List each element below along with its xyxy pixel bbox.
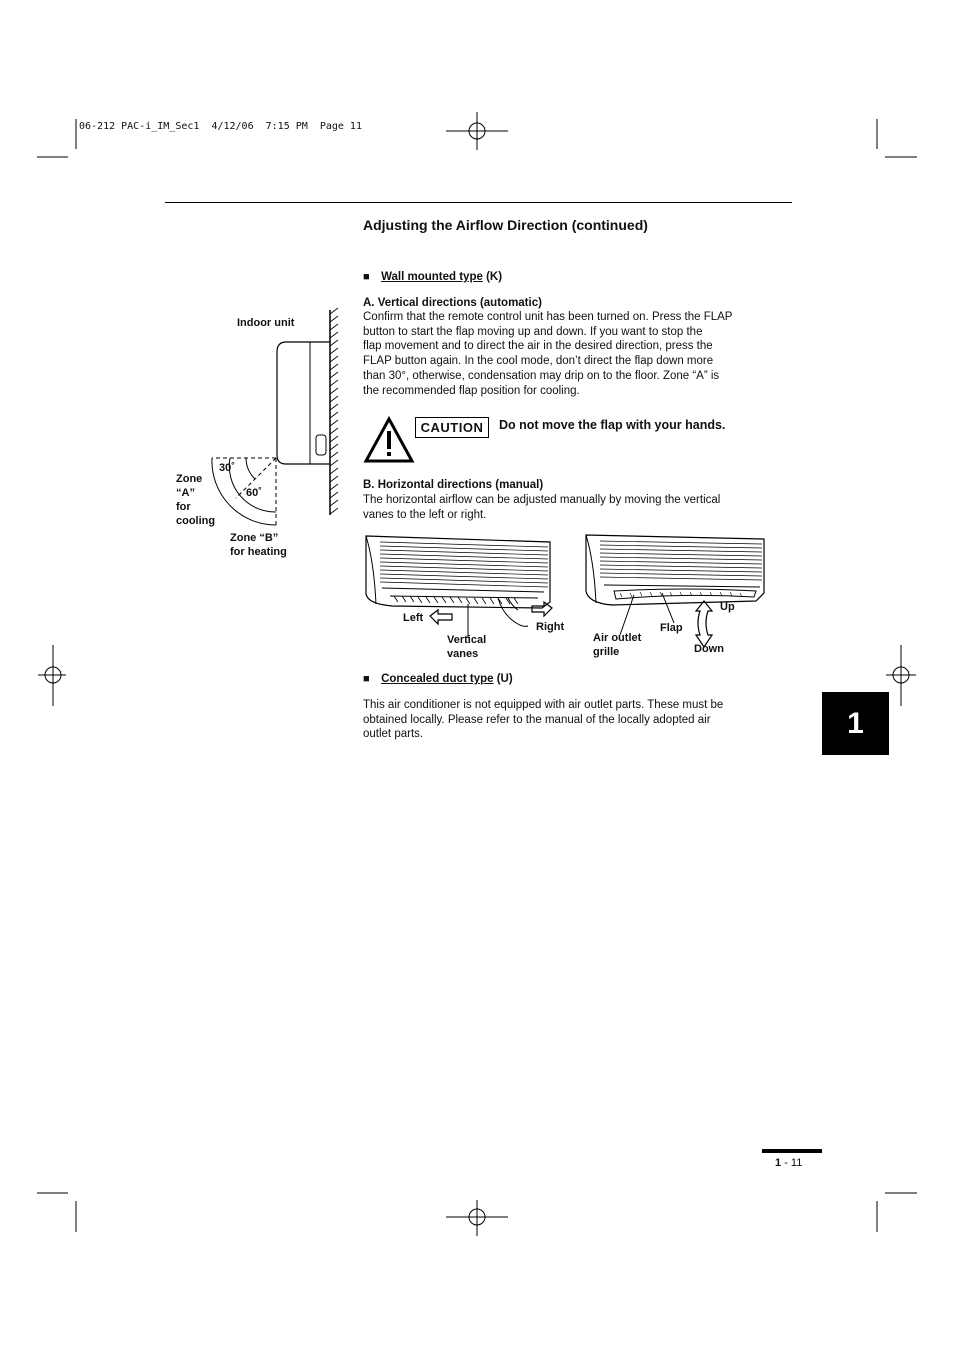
text-line: FLAP button again. In the cool mode, don’t direct the flap down more — [363, 355, 714, 368]
page-number — [775, 1157, 802, 1169]
section-tab: 1 — [822, 692, 889, 755]
indoor-unit-label: Indoor unit — [237, 317, 295, 329]
up-label: Up — [720, 601, 735, 613]
text-line: vanes to the left or right. — [363, 508, 487, 521]
left-label: Left — [403, 612, 424, 624]
air-outlet-line: grille — [593, 646, 620, 658]
vertical-vanes-line: Vertical — [447, 634, 487, 646]
text-line: button to start the flap moving up and down. If you want to stop the — [363, 325, 703, 338]
concealed-duct-heading — [363, 672, 513, 687]
bullet-square-icon: ■ — [363, 271, 370, 283]
zone-b-label — [230, 531, 287, 559]
text-line: than 30°, otherwise, condensation may drip on to the floor. Zone “A” is — [363, 369, 720, 382]
air-outlet-grille-label — [593, 631, 641, 659]
caution-label: CAUTION — [415, 417, 489, 438]
wall-mounted-title: Wall mounted type — [381, 271, 483, 283]
angle-60-label: 60˚ — [246, 487, 262, 499]
zone-a-line: “A” — [176, 487, 195, 499]
header-rule — [165, 202, 792, 203]
angle-30-label: 30˚ — [219, 462, 235, 474]
wall-mounted-heading — [363, 270, 502, 285]
text-line: obtained locally. Please refer to the manual of the locally adopted air — [363, 713, 711, 726]
wall-mounted-code: (K) — [482, 271, 503, 283]
section-a-body — [363, 310, 783, 398]
text-line: flap movement and to direct the air in the desired direction, press the — [363, 340, 713, 353]
text-line: This air conditioner is not equipped with air outlet parts. These must be — [363, 699, 724, 711]
text-line: outlet parts. — [363, 728, 424, 741]
zone-a-line: Zone — [176, 473, 203, 485]
section-b-heading: B. Horizontal directions (manual) — [363, 479, 544, 491]
concealed-duct-code: (U) — [493, 673, 513, 685]
indoor-unit-vanes-diagram — [362, 532, 572, 632]
concealed-duct-title: Concealed duct type — [381, 673, 494, 685]
air-outlet-line: Air outlet — [593, 632, 642, 644]
bullet-square-icon: ■ — [363, 673, 370, 685]
section-b-body — [363, 493, 783, 522]
page-title: Adjusting the Airflow Direction (continued) — [363, 217, 648, 233]
print-slug: 06-212 PAC-i_IM_Sec1 4/12/06 7:15 PM Page 11 — [79, 121, 362, 132]
zone-a-line: for — [176, 501, 191, 513]
page-number-rest: - 11 — [781, 1157, 803, 1169]
zone-b-line: for heating — [230, 546, 287, 558]
zone-b-line: Zone “B” — [230, 532, 279, 544]
vertical-vanes-label — [447, 633, 486, 661]
text-line: the recommended flap position for cooling. — [363, 384, 580, 397]
page-number-rule — [762, 1149, 822, 1153]
right-label: Right — [536, 621, 565, 633]
down-label: Down — [694, 643, 724, 655]
page-number-section: 1 — [775, 1157, 782, 1169]
zone-a-line: cooling — [176, 515, 216, 527]
caution-text: Do not move the flap with your hands. — [499, 418, 726, 432]
warning-triangle-icon — [364, 417, 414, 463]
text-line: Confirm that the remote control unit has been turned on. Press the FLAP — [363, 311, 733, 323]
text-line: The horizontal airflow can be adjusted manually by moving the vertical — [363, 494, 721, 506]
section-a-heading: A. Vertical directions (automatic) — [363, 297, 542, 309]
zone-a-label — [176, 472, 215, 528]
flap-label: Flap — [660, 622, 683, 634]
concealed-duct-body — [363, 698, 783, 742]
vertical-vanes-line: vanes — [447, 648, 479, 660]
